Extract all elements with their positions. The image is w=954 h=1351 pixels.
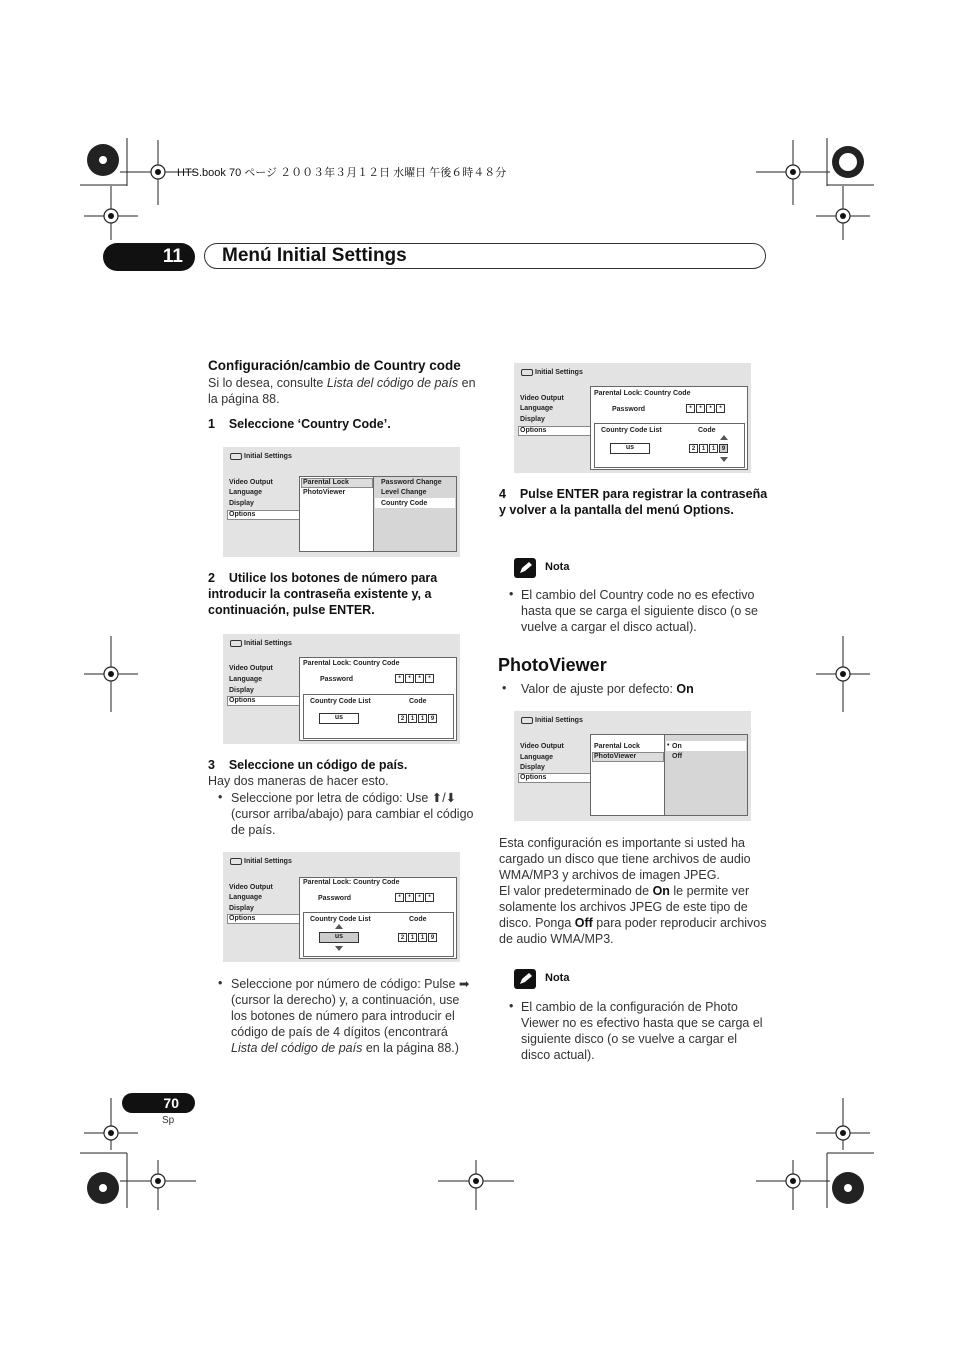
opt-off: Off xyxy=(672,753,683,760)
bullet-dot: • xyxy=(218,790,223,804)
bullet-dot: • xyxy=(509,587,514,601)
pv-paragraph-2 xyxy=(499,883,769,947)
pv-default-label: Valor de ajuste por defecto: xyxy=(521,682,677,696)
sub3-password-change: Password Change xyxy=(381,479,442,486)
step-3: 3 Seleccione un código de país. xyxy=(208,758,408,772)
pv-p2-b: le permite ver solamente los archivos JPEG de este tipo de disco. Ponga xyxy=(499,884,750,930)
ccl-label: Country Code List xyxy=(601,427,662,434)
sub-photoviewer: PhotoViewer xyxy=(303,489,346,496)
menu-options: Options xyxy=(229,511,256,518)
code-digit-3: 1 xyxy=(418,933,427,942)
print-header: HTS.book 70 ページ ２００３年３月１２日 水曜日 午後６時４８分 xyxy=(177,167,507,179)
menu-video-output: Video Output xyxy=(229,665,273,672)
password-digit-2: * xyxy=(405,893,414,902)
note-pencil-icon xyxy=(514,969,536,989)
password-label: Password xyxy=(318,895,352,902)
chapter-title: Menú Initial Settings xyxy=(222,245,407,266)
menu-video-output: Video Output xyxy=(229,479,273,486)
step-1: 1 Seleccione ‘Country Code’. xyxy=(208,417,391,431)
password-digit-1: * xyxy=(686,404,695,413)
menu-language: Language xyxy=(229,676,263,683)
osd-screen-4 xyxy=(514,363,751,473)
password-digit-3: * xyxy=(415,674,424,683)
code-label: Code xyxy=(698,427,716,434)
section-heading: Configuración/cambio de Country code xyxy=(208,358,461,373)
pl-title: Parental Lock: Country Code xyxy=(303,660,400,667)
code-digit-4: 9 xyxy=(428,714,437,723)
code-digit-1: 2 xyxy=(398,714,407,723)
bullet-2-ref: Lista del código de país xyxy=(231,1041,363,1055)
note-pencil-icon xyxy=(514,558,536,578)
settings-icon xyxy=(230,640,242,647)
password-label: Password xyxy=(612,406,646,413)
menu-options: Options xyxy=(520,427,547,434)
password-digit-2: * xyxy=(696,404,705,413)
intro-a: Si lo desea, consulte xyxy=(208,376,327,390)
menu-language: Language xyxy=(520,405,554,412)
photoviewer-heading: PhotoViewer xyxy=(498,655,607,675)
note-1-text: El cambio del Country code no es efectivo hasta que se carga el siguiente disco (o se vuelve a cargar el disco actual). xyxy=(521,588,758,634)
code-digit-2: 1 xyxy=(699,444,708,453)
submenu3-panel xyxy=(373,476,457,552)
ccl-label: Country Code List xyxy=(310,698,371,705)
settings-icon xyxy=(521,717,533,724)
page-lang: Sp xyxy=(162,1115,175,1126)
osd-title: Initial Settings xyxy=(535,369,583,376)
menu-language: Language xyxy=(520,754,554,761)
password-digit-3: * xyxy=(415,893,424,902)
ccl-label: Country Code List xyxy=(310,916,371,923)
menu-display: Display xyxy=(520,416,545,423)
sub-parental-lock: Parental Lock xyxy=(594,743,640,750)
bullet-selected-icon: • xyxy=(667,742,670,749)
menu-display: Display xyxy=(229,687,254,694)
intro-b: en la página 88. xyxy=(208,376,476,406)
settings-icon xyxy=(230,453,242,460)
pl-title: Parental Lock: Country Code xyxy=(594,390,691,397)
password-label: Password xyxy=(320,676,354,683)
code-label: Code xyxy=(409,698,427,705)
bullet-dot: • xyxy=(509,999,514,1013)
code-digit-3: 1 xyxy=(418,714,427,723)
bullet-2 xyxy=(231,976,473,1056)
note-label: Nota xyxy=(545,972,570,984)
sub-parental-lock: Parental Lock xyxy=(303,479,349,486)
menu-options: Options xyxy=(229,697,256,704)
osd-title: Initial Settings xyxy=(244,640,292,647)
code-digit-1: 2 xyxy=(689,444,698,453)
osd-title: Initial Settings xyxy=(244,453,292,460)
code-digit-4: 9 xyxy=(428,933,437,942)
step-4: 4 Pulse ENTER para registrar la contraseña y volver a la pantalla del menú Options. xyxy=(499,487,771,517)
osd-screen-3 xyxy=(223,852,460,962)
pv-p2-a: El valor predeterminado de xyxy=(499,884,653,898)
chapter-number: 11 xyxy=(103,243,195,271)
bullet-2-b: en la página 88.) xyxy=(362,1041,459,1055)
country-us: us xyxy=(610,443,650,454)
osd-screen-1 xyxy=(223,447,460,557)
osd-title: Initial Settings xyxy=(535,717,583,724)
note-2-text: El cambio de la configuración de Photo Viewer no es efectivo hasta que se carga el siguiente disco (o se vuelve a cargar el disco actual). xyxy=(521,1000,763,1062)
osd-title: Initial Settings xyxy=(244,858,292,865)
code-digit-3: 1 xyxy=(709,444,718,453)
intro-text xyxy=(208,375,478,407)
bullet-dot: • xyxy=(218,976,223,990)
page-number: 70 xyxy=(122,1093,195,1113)
opt-on: On xyxy=(672,743,682,750)
pl-title: Parental Lock: Country Code xyxy=(303,879,400,886)
pv-default xyxy=(521,681,694,697)
sub3-level-change: Level Change xyxy=(381,489,427,496)
menu-video-output: Video Output xyxy=(520,395,564,402)
step-3-sub: Hay dos maneras de hacer esto. xyxy=(208,774,389,788)
pv-default-value: On xyxy=(676,682,694,696)
up-down-arrows-icon xyxy=(719,435,729,463)
sub-photoviewer: PhotoViewer xyxy=(594,753,637,760)
bullet-dot: • xyxy=(502,681,507,695)
password-digit-4: * xyxy=(716,404,725,413)
pv-p2-off: Off xyxy=(574,916,593,930)
pv-paragraph-1: Esta configuración es importante si usted ha cargado un disco que tiene archivos de audio WMA/MP3 y archivos de imagen JPEG. xyxy=(499,836,751,882)
menu-display: Display xyxy=(520,764,545,771)
country-us: us xyxy=(319,713,359,724)
settings-icon xyxy=(230,858,242,865)
menu-video-output: Video Output xyxy=(520,743,564,750)
menu-options: Options xyxy=(229,915,256,922)
intro-ref: Lista del código de país xyxy=(326,376,459,390)
menu-language: Language xyxy=(229,894,263,901)
step-2: 2 Utilice los botones de número para introducir la contraseña existente y, a continuación, pulse ENTER. xyxy=(208,571,441,617)
sub3-country-code: Country Code xyxy=(381,500,428,507)
code-digit-4: 9 xyxy=(719,444,728,453)
bullet-1: Seleccione por letra de código: Use ⬆/⬇ (cursor arriba/abajo) para cambiar el código de país. xyxy=(231,791,474,837)
code-digit-2: 1 xyxy=(408,933,417,942)
osd-screen-5 xyxy=(514,711,751,821)
password-digit-1: * xyxy=(395,893,404,902)
pv-p2-c: para poder reproducir archivos de audio WMA/MP3. xyxy=(499,916,767,946)
password-digit-4: * xyxy=(425,674,434,683)
menu-display: Display xyxy=(229,500,254,507)
password-digit-4: * xyxy=(425,893,434,902)
code-label: Code xyxy=(409,916,427,923)
password-digit-3: * xyxy=(706,404,715,413)
password-digit-2: * xyxy=(405,674,414,683)
code-digit-2: 1 xyxy=(408,714,417,723)
bullet-2-a: Seleccione por número de código: Pulse ➡ (cursor la derecho) y, a continuación, use los botones de número para introducir el código de país de 4 dígitos (encontrará xyxy=(231,977,470,1039)
pv-p2-on: On xyxy=(652,884,670,898)
menu-language: Language xyxy=(229,489,263,496)
up-down-arrows-icon xyxy=(334,924,344,952)
menu-video-output: Video Output xyxy=(229,884,273,891)
menu-display: Display xyxy=(229,905,254,912)
note-label: Nota xyxy=(545,561,570,573)
code-digit-1: 2 xyxy=(398,933,407,942)
password-digit-1: * xyxy=(395,674,404,683)
country-us: us xyxy=(319,932,359,943)
osd-screen-2 xyxy=(223,634,460,744)
menu-options: Options xyxy=(520,774,547,781)
settings-icon xyxy=(521,369,533,376)
